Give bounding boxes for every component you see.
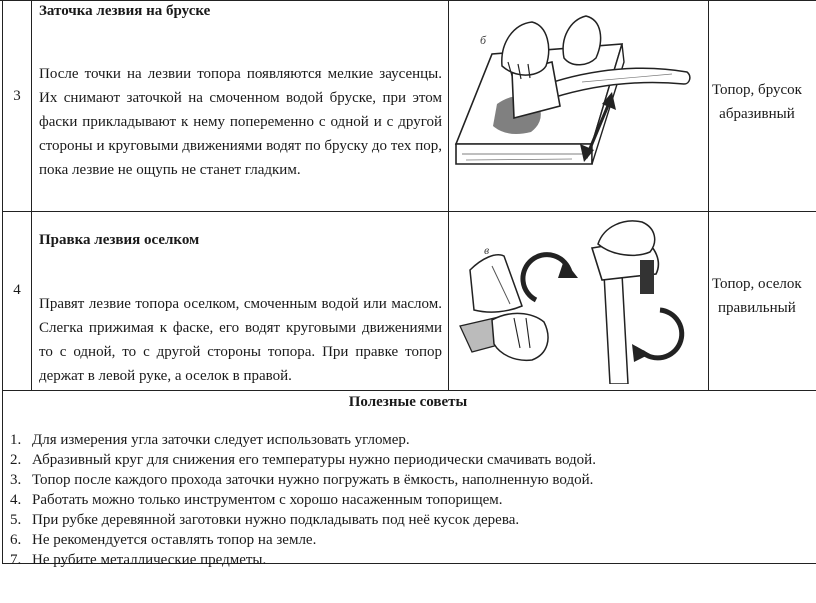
tip-item [10, 470, 596, 490]
rotation-arrow-icon [523, 255, 578, 300]
tools-cell [712, 272, 802, 320]
tip-item [10, 490, 596, 510]
tip-text: Работать можно только инструментом с хорошо насаженным топорищем. [32, 492, 503, 508]
tips-title: Полезные советы [348, 394, 468, 410]
tip-text: При рубке деревянной заготовки нужно подкладывать под неё кусок дерева. [32, 512, 520, 528]
honing-stone-illustration [452, 214, 704, 384]
tip-item [10, 430, 596, 450]
tip-number: 6. [10, 532, 22, 548]
tip-number: 5. [10, 512, 22, 528]
hand-holding-stone [492, 313, 548, 360]
tools-line: абразивный [719, 106, 795, 122]
table-tips-divider [2, 390, 816, 391]
row-number: 3 [13, 88, 21, 104]
tip-item [10, 550, 596, 570]
tools-cell [712, 78, 802, 126]
tip-number: 1. [10, 432, 22, 448]
tip-number: 2. [10, 452, 22, 468]
honing-stone-right [640, 260, 654, 294]
table-row-divider [2, 211, 816, 212]
table-divider-number [31, 0, 32, 390]
step-description: После точки на лезвии топора появляются мелкие заусенцы. Их снимают заточкой на смоченном водой бруске, при этом фаски прикладывают к нему попеременно с одной и с другой стороны и круговыми движениями водят по бруску до тех пор, пока лезвие не ощупь не станет гладким. [39, 66, 442, 178]
tip-number: 3. [10, 472, 22, 488]
tools-line: Топор, оселок [712, 276, 802, 292]
tip-text: Абразивный круг для снижения его температуры нужно периодически смачивать водой. [32, 452, 596, 468]
rotation-arrow-icon [632, 310, 682, 362]
axe-blade-left [470, 255, 522, 312]
tip-text: Не рекомендуется оставлять топор на земле. [32, 532, 317, 548]
tip-text: Не рубите металлические предметы. [32, 552, 267, 568]
tip-number: 7. [10, 552, 22, 568]
illustration-label: б [480, 33, 487, 47]
table-border-top [0, 0, 816, 1]
illustration-label: в [484, 243, 490, 257]
tools-line: Топор, брусок [712, 82, 802, 98]
hand-right [563, 16, 600, 65]
step-title: Правка лезвия оселком [39, 232, 200, 248]
hand-top [598, 221, 655, 255]
tip-item [10, 450, 596, 470]
tips-list [10, 430, 596, 570]
whetstone-sharpening-illustration [452, 14, 704, 184]
tip-text: Для измерения угла заточки следует использовать угломер. [32, 432, 410, 448]
row-number: 4 [13, 282, 21, 298]
tip-item [10, 510, 596, 530]
step-title: Заточка лезвия на бруске [39, 3, 211, 19]
step-description: Правят лезвие топора оселком, смоченным водой или маслом. Слегка прижимая к фаске, его водят круговыми движениями то с одной, то с другой стороны топора. При правке топор держат в левой руке, а оселок в правой. [39, 296, 442, 384]
tip-item [10, 530, 596, 550]
tip-number: 4. [10, 492, 22, 508]
table-border-left [2, 0, 3, 563]
tip-text: Топор после каждого прохода заточки нужно погружать в ёмкость, наполненную водой. [32, 472, 594, 488]
table-divider-text [448, 0, 449, 390]
axe-handle-vertical [604, 274, 628, 384]
table-divider-image [708, 0, 709, 390]
tools-line: правильный [717, 300, 796, 316]
